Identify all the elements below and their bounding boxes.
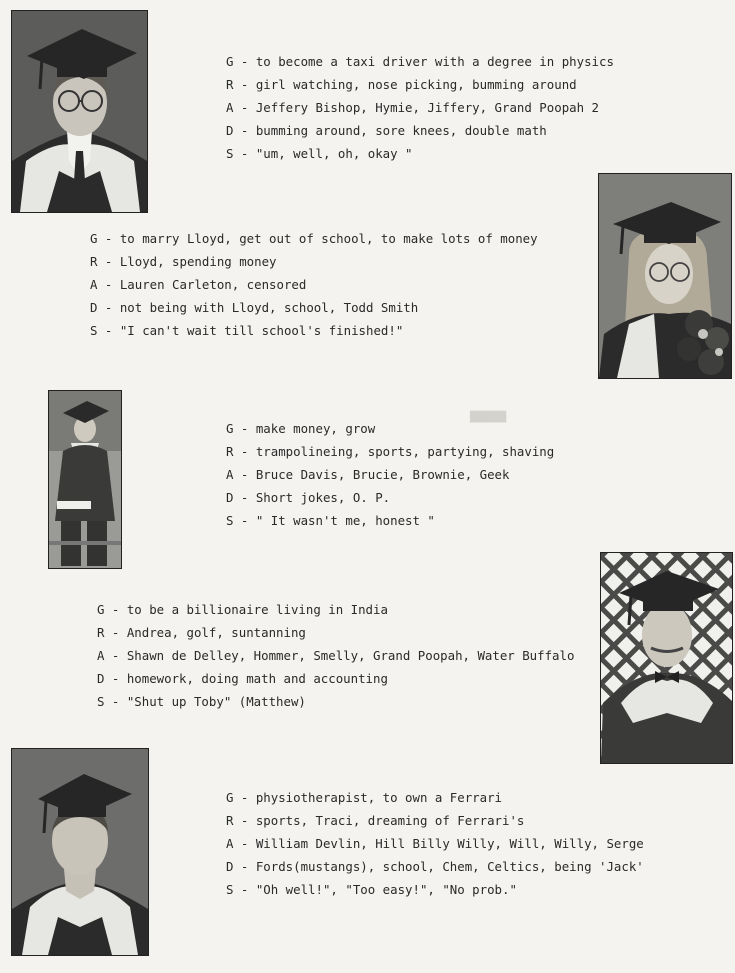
entry-goal: G - to marry Lloyd, get out of school, to make lots of money bbox=[90, 231, 538, 246]
entry-alias: A - Lauren Carleton, censored bbox=[90, 277, 307, 292]
graduate-entry-4 bbox=[97, 598, 574, 713]
entry-saying: S - " It wasn't me, honest " bbox=[226, 513, 435, 528]
graduate-entry-1 bbox=[226, 50, 614, 165]
entry-alias: A - Jeffery Bishop, Hymie, Jiffery, Grand Poopah 2 bbox=[226, 100, 599, 115]
entry-dislikes: D - Fords(mustangs), school, Chem, Celtics, being 'Jack' bbox=[226, 859, 644, 874]
entry-saying: S - "Oh well!", "Too easy!", "No prob." bbox=[226, 882, 517, 897]
entry-recreation: R - girl watching, nose picking, bumming around bbox=[226, 77, 577, 92]
portrait-image bbox=[601, 553, 732, 763]
entry-goal: G - physiotherapist, to own a Ferrari bbox=[226, 790, 503, 805]
graduate-entry-2 bbox=[90, 227, 538, 342]
graduate-photo-3 bbox=[48, 390, 122, 569]
portrait-image bbox=[49, 391, 121, 568]
entry-goal: G - to become a taxi driver with a degree in physics bbox=[226, 54, 614, 69]
graduate-photo-1 bbox=[11, 10, 148, 213]
entry-alias: A - Shawn de Delley, Hommer, Smelly, Grand Poopah, Water Buffalo bbox=[97, 648, 575, 663]
entry-goal: G - to be a billionaire living in India bbox=[97, 602, 388, 617]
entry-saying: S - "um, well, oh, okay " bbox=[226, 146, 413, 161]
entry-dislikes: D - Short jokes, O. P. bbox=[226, 490, 391, 505]
graduate-photo-5 bbox=[11, 748, 149, 956]
entry-alias: A - William Devlin, Hill Billy Willy, Will, Willy, Serge bbox=[226, 836, 644, 851]
graduate-entry-5 bbox=[226, 786, 644, 901]
entry-dislikes: D - bumming around, sore knees, double math bbox=[226, 123, 547, 138]
bleed-through-text: ██████ bbox=[470, 412, 507, 423]
graduate-entry-3 bbox=[226, 417, 554, 532]
entry-dislikes: D - homework, doing math and accounting bbox=[97, 671, 388, 686]
entry-recreation: R - sports, Traci, dreaming of Ferrari's bbox=[226, 813, 525, 828]
entry-dislikes: D - not being with Lloyd, school, Todd Smith bbox=[90, 300, 419, 315]
portrait-image bbox=[599, 174, 731, 378]
entry-recreation: R - Lloyd, spending money bbox=[90, 254, 277, 269]
entry-recreation: R - trampolineing, sports, partying, shaving bbox=[226, 444, 555, 459]
graduate-photo-2 bbox=[598, 173, 732, 379]
entry-saying: S - "I can't wait till school's finished!" bbox=[90, 323, 404, 338]
entry-saying: S - "Shut up Toby" (Matthew) bbox=[97, 694, 306, 709]
entry-alias: A - Bruce Davis, Brucie, Brownie, Geek bbox=[226, 467, 510, 482]
entry-goal: G - make money, grow bbox=[226, 421, 376, 436]
portrait-image bbox=[12, 749, 148, 955]
entry-recreation: R - Andrea, golf, suntanning bbox=[97, 625, 306, 640]
portrait-image bbox=[12, 11, 147, 212]
graduate-photo-4 bbox=[600, 552, 733, 764]
